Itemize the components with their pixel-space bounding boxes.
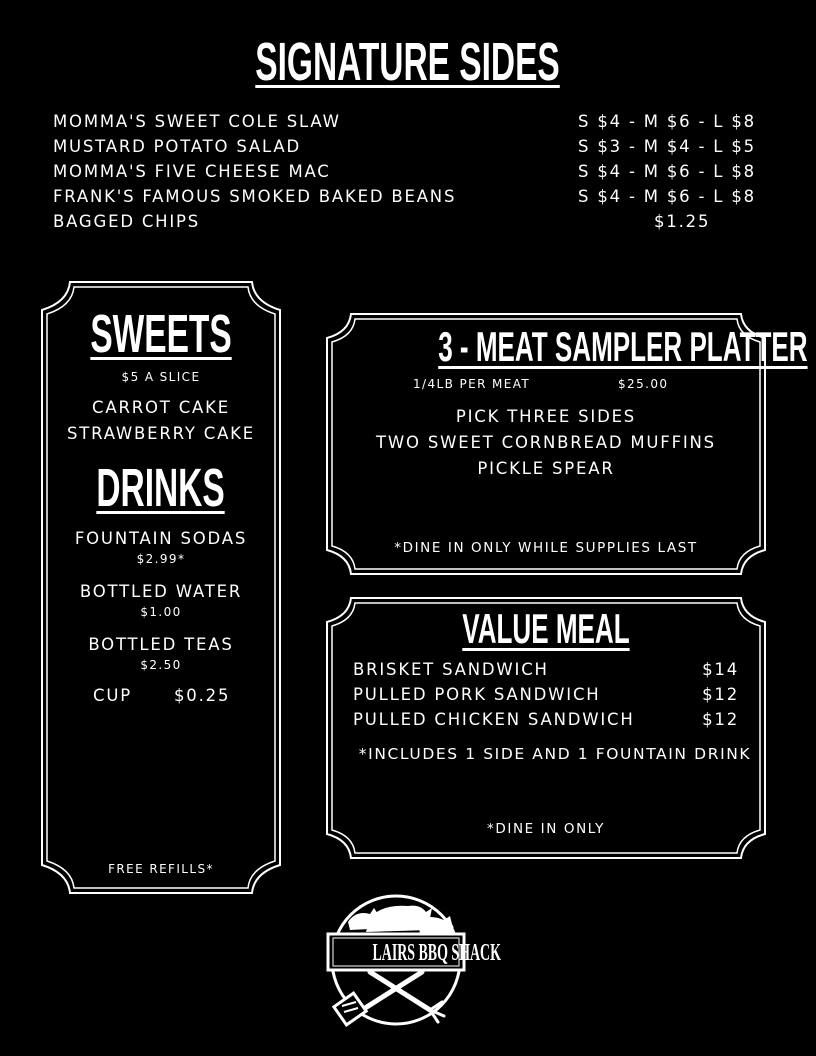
side-item-name: MOMMA'S SWEET COLE SLAW <box>53 112 341 131</box>
drink-item-name: FOUNTAIN SODAS <box>74 529 248 548</box>
drink-item-name: BOTTLED TEAS <box>88 635 234 654</box>
side-item-price: S $4 - M $6 - L $8 <box>578 187 756 206</box>
meal-item-price: $12 <box>702 710 739 729</box>
drink-item-price: $2.50 <box>140 658 182 672</box>
drink-item-name: BOTTLED WATER <box>79 582 243 601</box>
cup-label: CUP <box>93 686 132 705</box>
side-item-price: S $3 - M $4 - L $5 <box>578 137 756 156</box>
meal-item-name: PULLED CHICKEN SANDWICH <box>353 710 635 729</box>
sweets-drinks-panel <box>40 280 282 895</box>
free-refills-note: FREE REFILLS* <box>108 862 214 876</box>
drink-item-price: $2.99* <box>136 552 186 566</box>
logo-text: LAIRS BBQ SHACK <box>372 940 501 966</box>
meal-item <box>353 710 739 729</box>
sampler-note: *DINE IN ONLY WHILE SUPPLIES LAST <box>394 540 698 556</box>
drink-item-price: $1.00 <box>140 605 182 619</box>
value-meal-includes: *INCLUDES 1 SIDE AND 1 FOUNTAIN DRINK <box>358 745 752 763</box>
sampler-portion: 1/4LB PER MEAT <box>413 377 531 391</box>
sweets-item: STRAWBERRY CAKE <box>66 424 256 443</box>
side-item-name: FRANK'S FAMOUS SMOKED BAKED BEANS <box>53 187 457 206</box>
meal-item <box>353 660 739 679</box>
meal-item <box>353 685 739 704</box>
value-meal-heading: VALUE MEAL <box>462 605 630 652</box>
value-meal-panel <box>325 596 767 860</box>
meal-item-price: $12 <box>702 685 739 704</box>
meal-item-name: BRISKET SANDWICH <box>353 660 549 679</box>
sweets-price-note: $5 A SLICE <box>121 370 201 384</box>
value-meal-note: *DINE IN ONLY <box>487 821 605 837</box>
sweets-heading: SWEETS <box>90 304 232 364</box>
sampler-price: $25.00 <box>618 377 669 391</box>
meal-item-name: PULLED PORK SANDWICH <box>353 685 601 704</box>
sampler-line: PICKLE SPEAR <box>477 459 615 478</box>
side-item-name: MUSTARD POTATO SALAD <box>53 137 301 156</box>
sampler-line: PICK THREE SIDES <box>455 407 637 426</box>
meal-item-price: $14 <box>702 660 739 679</box>
sampler-line: TWO SWEET CORNBREAD MUFFINS <box>376 433 716 452</box>
signature-sides-heading: SIGNATURE SIDES <box>255 32 561 92</box>
sampler-platter-panel <box>325 312 808 576</box>
drinks-heading: DRINKS <box>96 458 226 518</box>
side-item-price: $1.25 <box>654 212 711 231</box>
sampler-heading: 3 - MEAT SAMPLER PLATTER <box>438 323 808 370</box>
side-item-name: MOMMA'S FIVE CHEESE MAC <box>53 162 331 181</box>
side-item-name: BAGGED CHIPS <box>53 212 201 231</box>
side-item-price: S $4 - M $6 - L $8 <box>578 162 756 181</box>
side-item-price: S $4 - M $6 - L $8 <box>578 112 756 131</box>
cup-price: $0.25 <box>174 686 231 705</box>
sweets-item: CARROT CAKE <box>92 398 230 417</box>
lairs-bbq-shack-logo <box>326 890 501 1030</box>
